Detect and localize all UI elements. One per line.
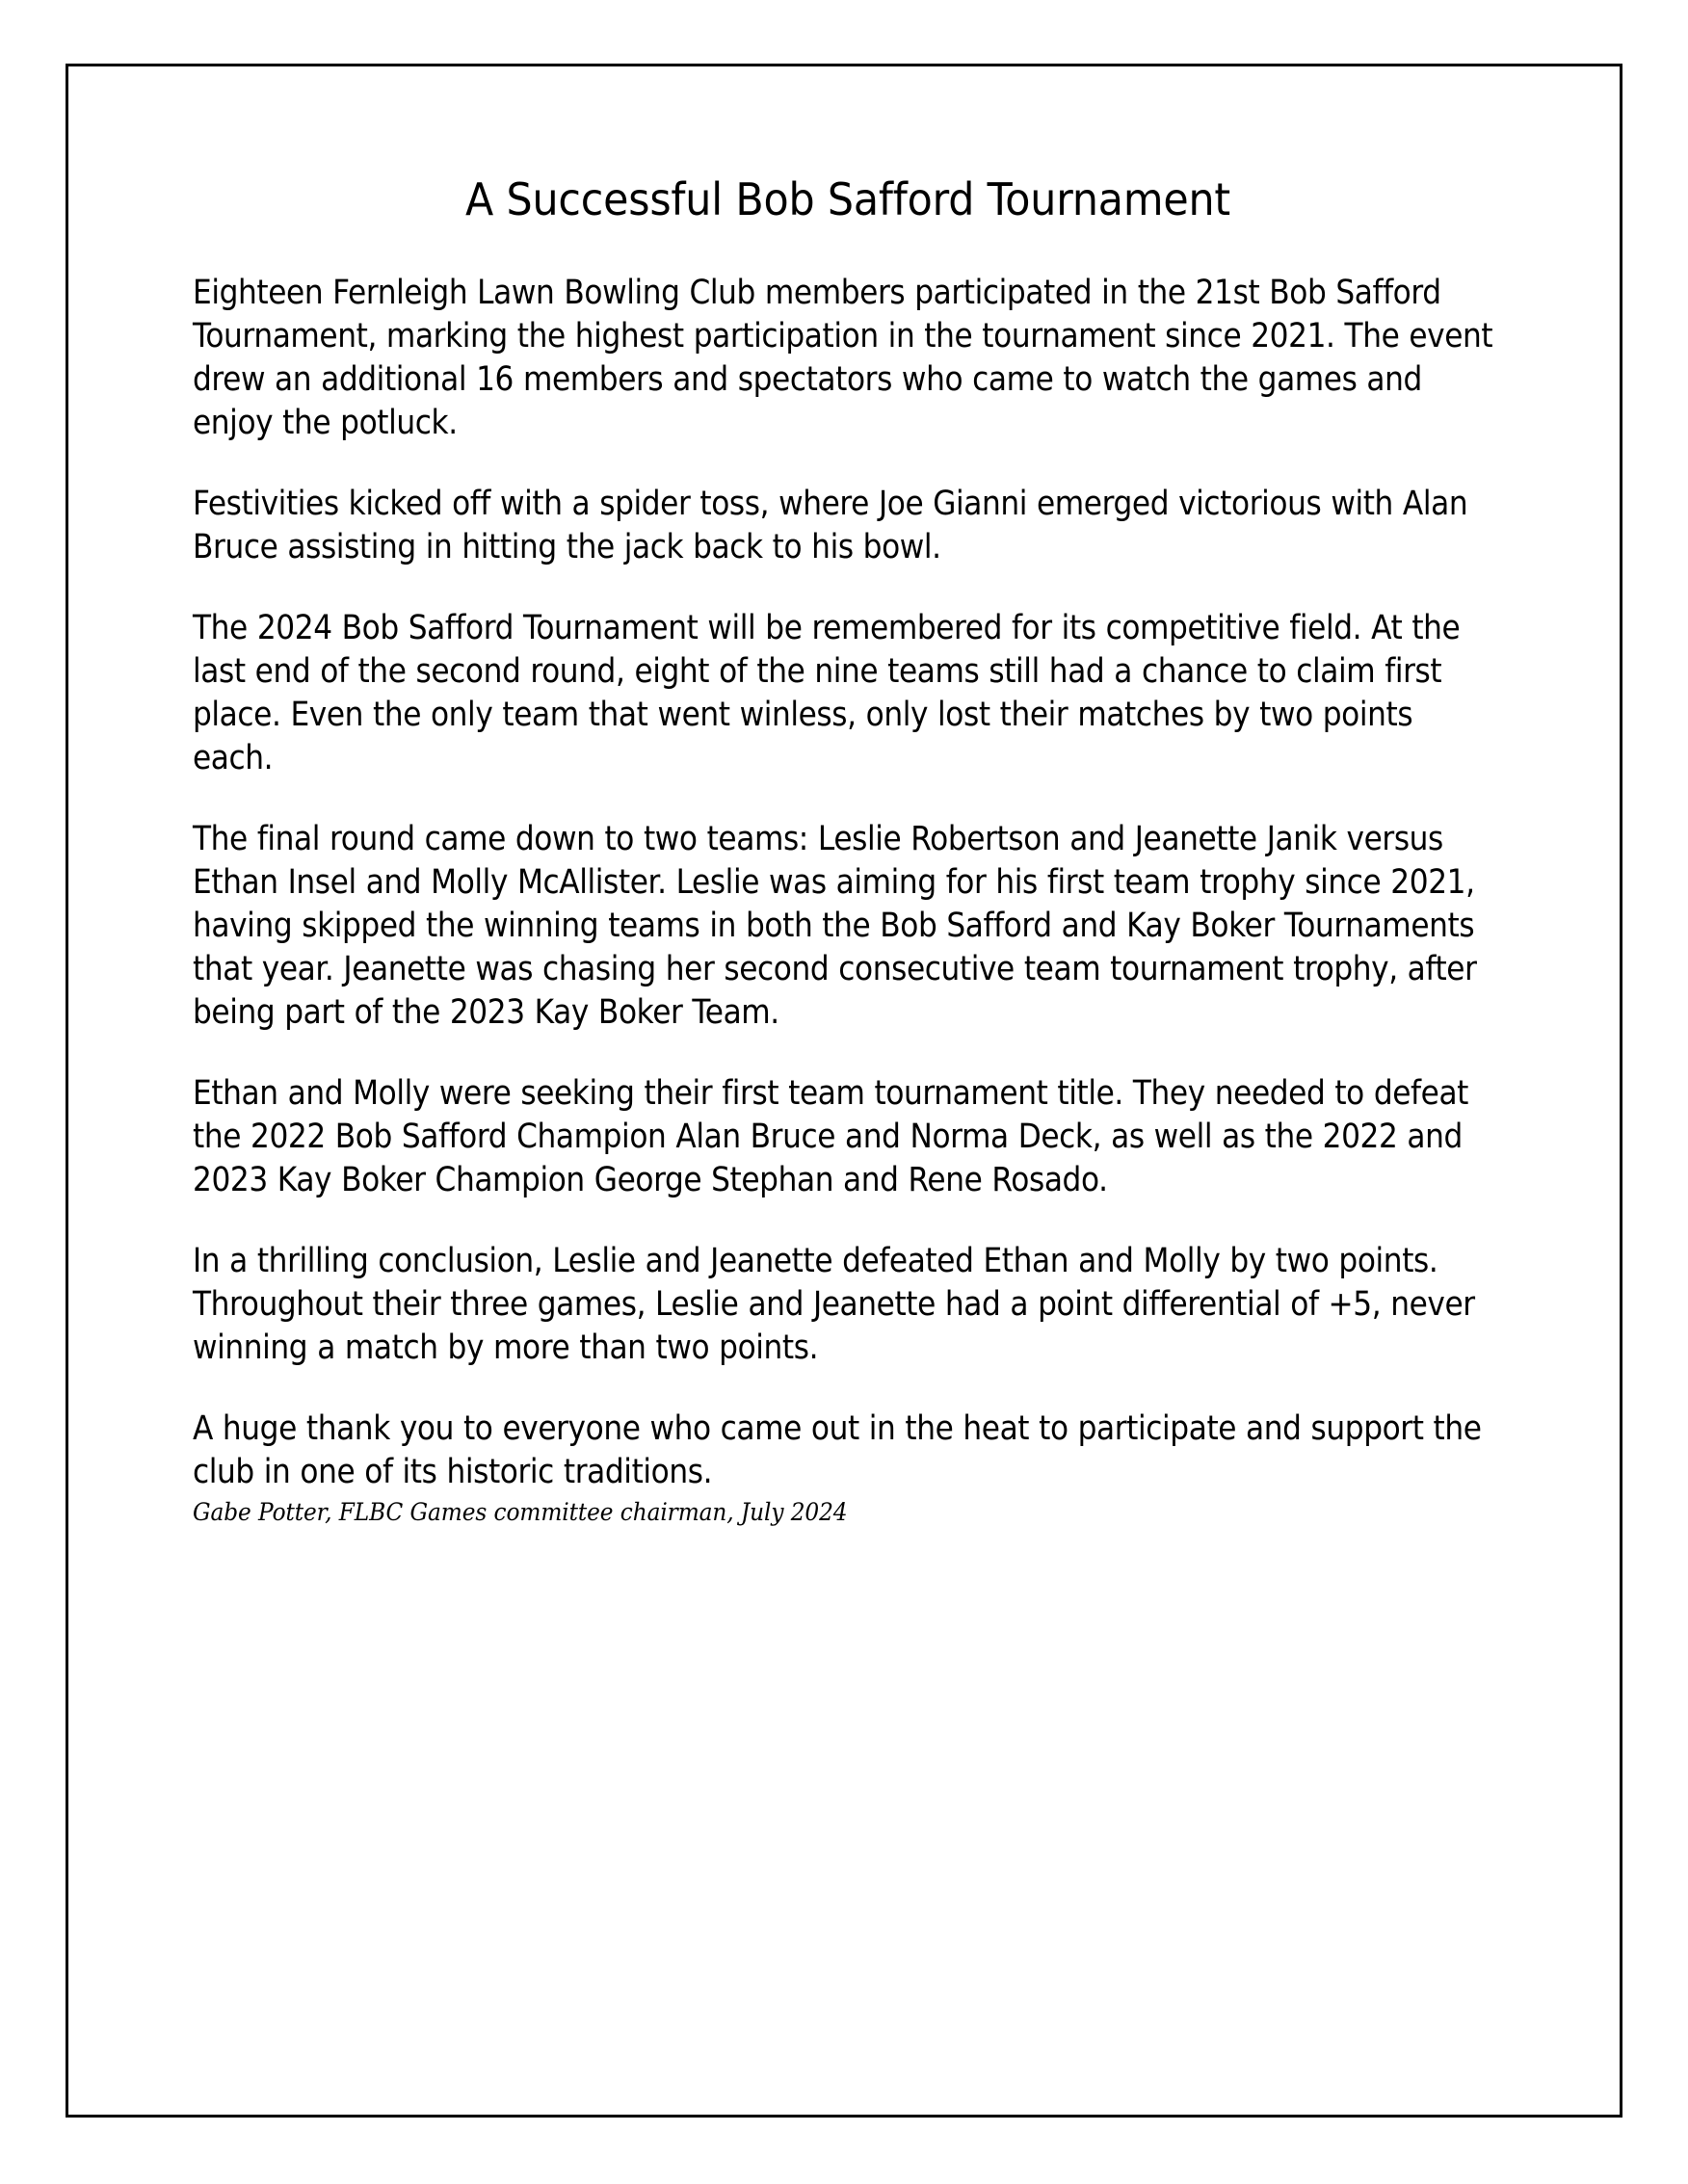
body-paragraph-1: Eighteen Fernleigh Lawn Bowling Club members participated in the 21st Bob Safford Tournament, marking the highest participation in the tournament since 2021. The event drew an additional 16 members and spectators who came to watch the games and enjoy the potluck.: [193, 274, 1493, 443]
body-paragraph-5: Ethan and Molly were seeking their first team tournament title. They needed to defeat the 2022 Bob Safford Champion Alan Bruce and Norma Deck, as well as the 2022 and 2023 Kay Boker Champion George Stephan and Rene Rosado.: [193, 1074, 1469, 1200]
page-title: A Successful Bob Safford Tournament: [465, 173, 1230, 225]
document-content: [193, 173, 1503, 1528]
body-paragraph-4: The final round came down to two teams: Leslie Robertson and Jeanette Janik versus Ethan Insel and Molly McAllister. Leslie was aiming for his first team trophy since 2021, having skipped the winning teams in both the Bob Safford and Kay Boker Tournaments that year. Jeanette was chasing her second consecutive team tournament trophy, after being part of the 2023 Kay Boker Team.: [193, 820, 1477, 1033]
body-paragraph-7: A huge thank you to everyone who came out in the heat to participate and support the club in one of its historic traditions.: [193, 1409, 1482, 1492]
author-byline: Gabe Potter, FLBC Games committee chairman, July 2024: [193, 1498, 848, 1527]
body-paragraph-2: Festivities kicked off with a spider toss, where Joe Gianni emerged victorious with Alan Bruce assisting in hitting the jack back to his bowl.: [193, 485, 1468, 567]
body-paragraph-6: In a thrilling conclusion, Leslie and Jeanette defeated Ethan and Molly by two points. Throughout their three games, Leslie and Jeanette had a point differential of +5, never winning a match by more than two points.: [193, 1242, 1475, 1368]
body-paragraph-3: The 2024 Bob Safford Tournament will be remembered for its competitive field. At the last end of the second round, eight of the nine teams still had a chance to claim first place. Even the only team that went winless, only lost their matches by two points each.: [193, 609, 1461, 778]
